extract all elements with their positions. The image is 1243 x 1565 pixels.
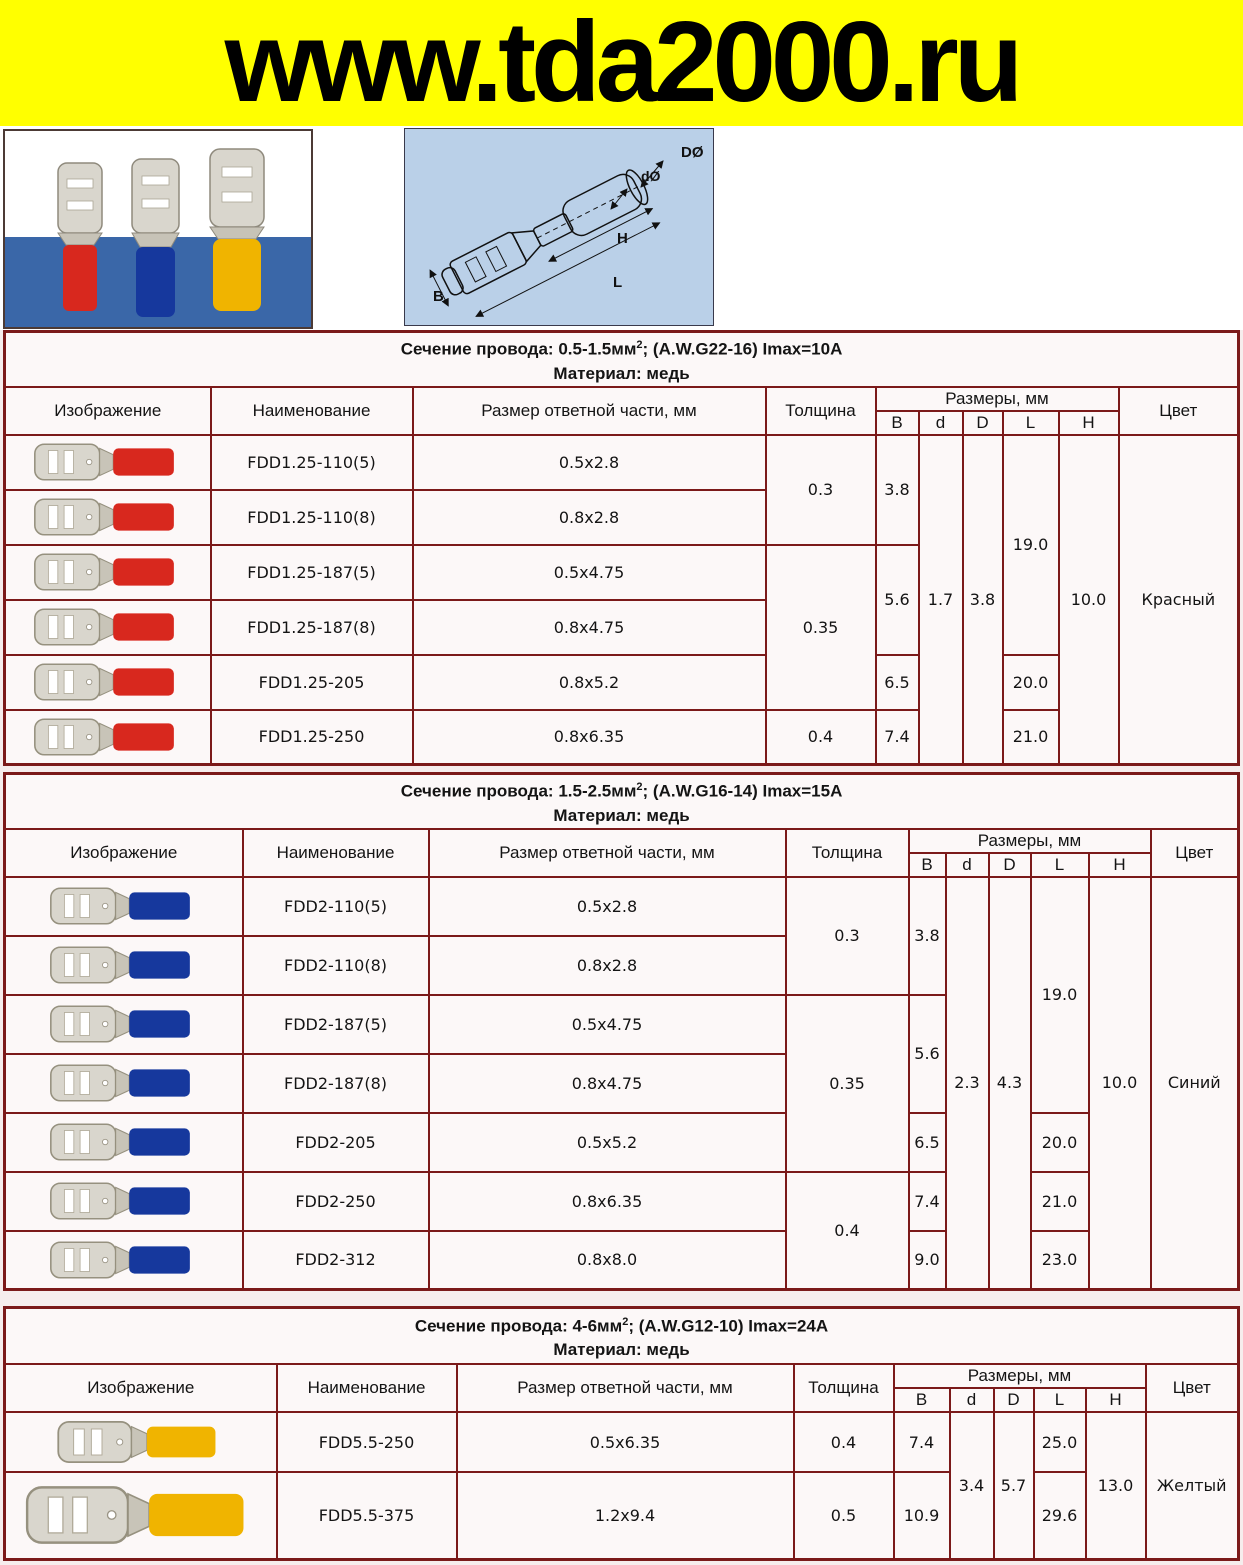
col-header-dimensions: Размеры, мм [894, 1364, 1146, 1388]
label-H: H [617, 230, 628, 247]
terminal-thumbnail-icon [45, 1237, 203, 1283]
product-name: FDD5.5-250 [277, 1412, 457, 1472]
table-title [5, 332, 1239, 387]
table-row [5, 1172, 1239, 1231]
mating-size: 0.8x4.75 [429, 1054, 786, 1113]
col-header-mating-size: Размер ответной части, мм [457, 1364, 794, 1412]
dim-L-value: 25.0 [1034, 1412, 1086, 1472]
col-header-dimensions: Размеры, мм [909, 829, 1151, 853]
product-image-cell [5, 710, 211, 765]
mating-size: 0.5x4.75 [413, 545, 766, 600]
dim-L-value: 20.0 [1031, 1113, 1089, 1172]
product-name: FDD1.25-110(5) [211, 435, 413, 490]
spec-table-red-series [3, 330, 1240, 766]
dim-L-value: 23.0 [1031, 1231, 1089, 1290]
product-name: FDD1.25-187(8) [211, 600, 413, 655]
thickness-value: 0.35 [786, 995, 909, 1172]
dim-D-value: 3.8 [963, 435, 1003, 765]
product-name: FDD2-187(8) [243, 1054, 429, 1113]
blue-terminal-figure [132, 159, 179, 317]
product-image-cell [5, 936, 243, 995]
col-header-H: H [1086, 1388, 1146, 1412]
terminal-thumbnail-icon [45, 1060, 203, 1106]
col-header-color: Цвет [1151, 829, 1239, 877]
site-url-text: www.tda2000.ru [224, 0, 1019, 126]
mating-size: 1.2x9.4 [457, 1472, 794, 1559]
product-name: FDD1.25-187(5) [211, 545, 413, 600]
table-row [5, 1113, 1239, 1172]
dim-H-value: 10.0 [1089, 877, 1151, 1290]
table-title [5, 774, 1239, 829]
dimensions-diagram [404, 128, 714, 326]
product-image-cell [5, 1472, 277, 1559]
dim-L-value: 21.0 [1003, 710, 1059, 765]
terminal-thumbnail-icon [45, 883, 203, 929]
col-header-L: L [1031, 853, 1089, 877]
table-row [5, 435, 1239, 490]
material-line: Материал: медь [553, 805, 690, 825]
red-terminal-figure [58, 163, 102, 311]
dimensions-diagram-image [405, 129, 713, 325]
color-name: Желтый [1146, 1412, 1239, 1559]
dim-H-value: 13.0 [1086, 1412, 1146, 1559]
dim-d-value: 1.7 [919, 435, 963, 765]
product-image-cell [5, 1054, 243, 1113]
thickness-value: 0.4 [766, 710, 876, 765]
spec-table-yellow-series [3, 1306, 1240, 1561]
product-image-cell [5, 1231, 243, 1290]
col-header-mating-size: Размер ответной части, мм [413, 387, 766, 435]
dim-B-value: 7.4 [894, 1412, 950, 1472]
product-image-cell [5, 655, 211, 710]
product-image-cell [5, 490, 211, 545]
terminal-thumbnail-icon [29, 659, 187, 705]
dim-L-value: 19.0 [1003, 435, 1059, 655]
col-header-image: Изображение [5, 387, 211, 435]
col-header-L: L [1003, 411, 1059, 435]
mating-size: 0.5x6.35 [457, 1412, 794, 1472]
col-header-image: Изображение [5, 829, 243, 877]
col-header-B: B [909, 853, 946, 877]
yellow-terminal-figure [210, 149, 264, 311]
thickness-value: 0.4 [786, 1172, 909, 1290]
dim-B-value: 3.8 [876, 435, 919, 545]
mating-size: 0.5x2.8 [413, 435, 766, 490]
table-row [5, 1472, 1239, 1559]
terminal-thumbnail-icon [29, 494, 187, 540]
col-header-H: H [1089, 853, 1151, 877]
table-row [5, 877, 1239, 936]
product-name: FDD2-187(5) [243, 995, 429, 1054]
col-header-mating-size: Размер ответной части, мм [429, 829, 786, 877]
product-image-cell [5, 545, 211, 600]
product-name: FDD2-250 [243, 1172, 429, 1231]
terminal-thumbnail-icon [45, 1178, 203, 1224]
material-line: Материал: медь [553, 363, 690, 383]
dim-L-value: 19.0 [1031, 877, 1089, 1113]
product-image-cell [5, 435, 211, 490]
dim-d-value: 2.3 [946, 877, 989, 1290]
dim-H-value: 10.0 [1059, 435, 1119, 765]
terminal-thumbnail-icon [29, 604, 187, 650]
mating-size: 0.5x5.2 [429, 1113, 786, 1172]
product-image-cell [5, 600, 211, 655]
col-header-color: Цвет [1146, 1364, 1239, 1412]
col-header-D: D [994, 1388, 1034, 1412]
col-header-d: d [946, 853, 989, 877]
mating-size: 0.8x4.75 [413, 600, 766, 655]
thickness-value: 0.35 [766, 545, 876, 710]
dim-B-value: 6.5 [876, 655, 919, 710]
product-name: FDD1.25-205 [211, 655, 413, 710]
product-name: FDD2-312 [243, 1231, 429, 1290]
product-name: FDD5.5-375 [277, 1472, 457, 1559]
wire-section-line: Сечение провода: $0.5-1.5мм^2$; (A.W.G22-16) Imax=10A [400, 339, 843, 359]
terminal-thumbnail-icon [29, 549, 187, 595]
thickness-value: 0.3 [766, 435, 876, 545]
wire-section-line: Сечение провода: $1.5-2.5мм^2$; (A.W.G16-14) Imax=15A [400, 781, 843, 801]
col-header-d: d [950, 1388, 994, 1412]
col-header-name: Наименование [277, 1364, 457, 1412]
col-header-color: Цвет [1119, 387, 1239, 435]
product-name: FDD2-205 [243, 1113, 429, 1172]
table-row [5, 1231, 1239, 1290]
dim-B-value: 5.6 [876, 545, 919, 655]
spec-table-blue-series [3, 772, 1240, 1291]
product-image-cell [5, 1412, 277, 1472]
mating-size: 0.5x2.8 [429, 877, 786, 936]
col-header-thickness: Толщина [766, 387, 876, 435]
color-name: Красный [1119, 435, 1239, 765]
terminal-thumbnail-icon [29, 714, 187, 760]
thickness-value: 0.3 [786, 877, 909, 995]
terminal-thumbnail-icon [45, 1119, 203, 1165]
terminal-thumbnail-icon [19, 1479, 263, 1551]
col-header-image: Изображение [5, 1364, 277, 1412]
table-row [5, 1412, 1239, 1472]
col-header-name: Наименование [211, 387, 413, 435]
product-image-cell [5, 995, 243, 1054]
site-banner [0, 0, 1243, 126]
dim-B-value: 10.9 [894, 1472, 950, 1559]
dim-B-value: 3.8 [909, 877, 946, 995]
col-header-L: L [1034, 1388, 1086, 1412]
photo-strip [0, 126, 1243, 330]
col-header-name: Наименование [243, 829, 429, 877]
product-image-cell [5, 1113, 243, 1172]
col-header-thickness: Толщина [786, 829, 909, 877]
product-image-cell [5, 1172, 243, 1231]
dim-d-value: 3.4 [950, 1412, 994, 1559]
label-L: L [613, 274, 623, 291]
product-photo [3, 129, 313, 329]
terminal-thumbnail-icon [39, 1416, 243, 1468]
dim-B-value: 6.5 [909, 1113, 946, 1172]
product-name: FDD1.25-110(8) [211, 490, 413, 545]
terminals-photo-image [5, 131, 311, 327]
dim-L-value: 20.0 [1003, 655, 1059, 710]
dim-B-value: 9.0 [909, 1231, 946, 1290]
table-title [5, 1308, 1239, 1365]
mating-size: 0.8x8.0 [429, 1231, 786, 1290]
dim-L-value: 21.0 [1031, 1172, 1089, 1231]
terminal-thumbnail-icon [45, 1001, 203, 1047]
mating-size: 0.5x4.75 [429, 995, 786, 1054]
product-name: FDD2-110(5) [243, 877, 429, 936]
mating-size: 0.8x2.8 [429, 936, 786, 995]
col-header-thickness: Толщина [794, 1364, 894, 1412]
label-small-diameter: dØ [641, 168, 661, 184]
dim-B-value: 5.6 [909, 995, 946, 1113]
col-header-B: B [894, 1388, 950, 1412]
label-B: B [433, 288, 444, 305]
table-row [5, 655, 1239, 710]
dim-D-value: 5.7 [994, 1412, 1034, 1559]
mating-size: 0.8x6.35 [429, 1172, 786, 1231]
col-header-dimensions: Размеры, мм [876, 387, 1119, 411]
product-name: FDD1.25-250 [211, 710, 413, 765]
dim-L-value: 29.6 [1034, 1472, 1086, 1559]
col-header-d: d [919, 411, 963, 435]
table-row [5, 710, 1239, 765]
col-header-H: H [1059, 411, 1119, 435]
mating-size: 0.8x5.2 [413, 655, 766, 710]
terminal-thumbnail-icon [45, 942, 203, 988]
product-name: FDD2-110(8) [243, 936, 429, 995]
dim-D-value: 4.3 [989, 877, 1031, 1290]
product-image-cell [5, 877, 243, 936]
material-line: Материал: медь [553, 1340, 690, 1360]
color-name: Синий [1151, 877, 1239, 1290]
thickness-value: 0.5 [794, 1472, 894, 1559]
dim-B-value: 7.4 [876, 710, 919, 765]
thickness-value: 0.4 [794, 1412, 894, 1472]
wire-section-line: Сечение провода: $4-6мм^2$; (A.W.G12-10) Imax=24A [414, 1315, 829, 1336]
mating-size: 0.8x2.8 [413, 490, 766, 545]
dim-B-value: 7.4 [909, 1172, 946, 1231]
col-header-B: B [876, 411, 919, 435]
mating-size: 0.8x6.35 [413, 710, 766, 765]
col-header-D: D [963, 411, 1003, 435]
terminal-thumbnail-icon [29, 439, 187, 485]
col-header-D: D [989, 853, 1031, 877]
label-big-diameter: DØ [681, 144, 704, 161]
